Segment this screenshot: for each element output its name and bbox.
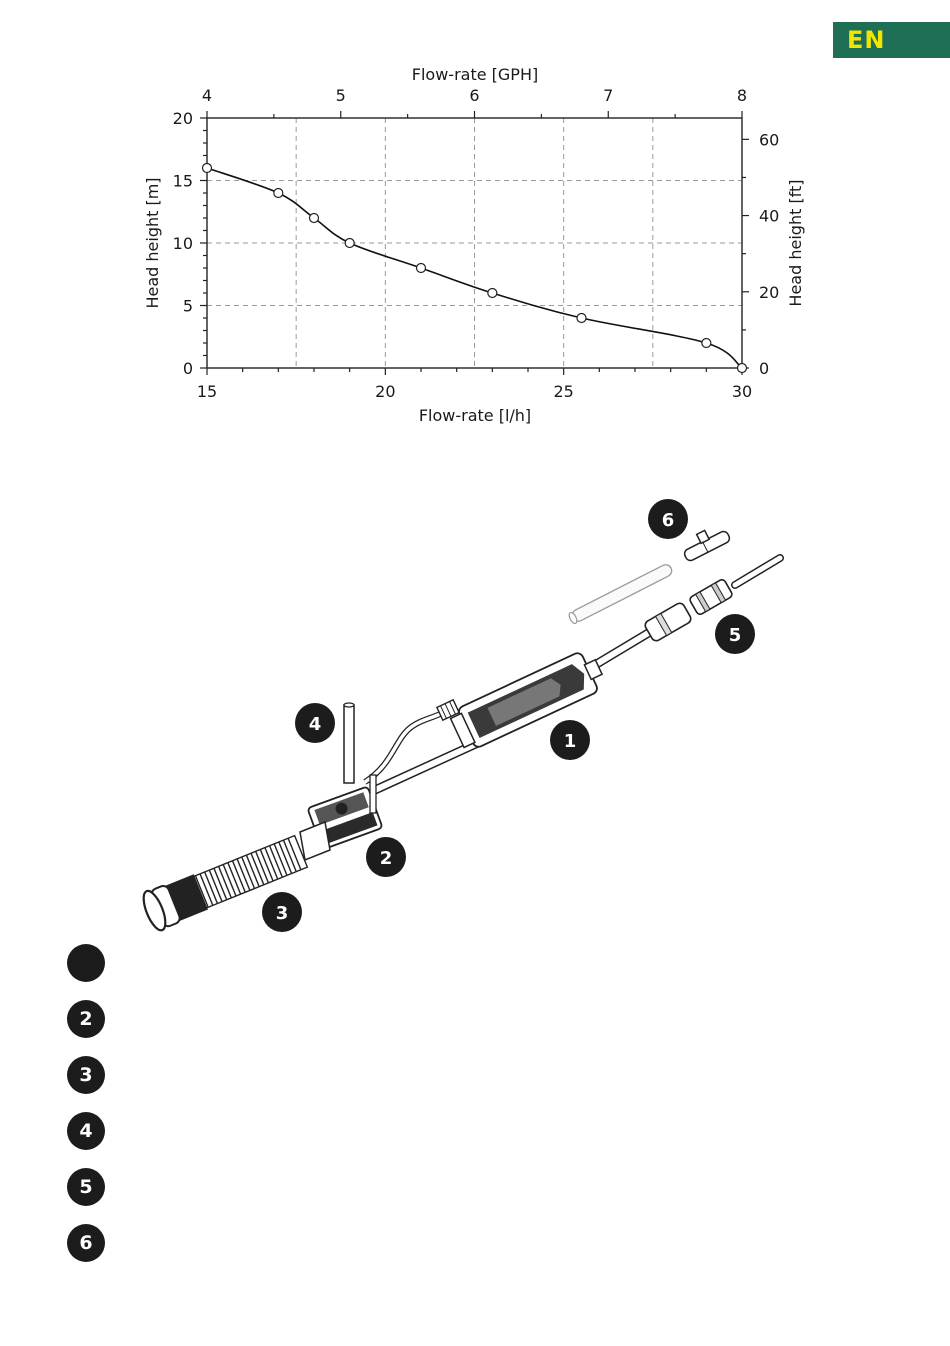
svg-text:3: 3 — [275, 903, 289, 924]
x-tick-label: 25 — [553, 382, 574, 401]
data-point — [274, 189, 283, 198]
y2-tick-label: 40 — [759, 206, 780, 226]
callout-1 — [550, 720, 590, 760]
y-tick-label: 5 — [182, 296, 193, 316]
legend-bullet-1 — [67, 944, 105, 982]
legend-bullet-4: 4 — [67, 1112, 105, 1150]
callout-5 — [715, 614, 755, 654]
y-tick-label: 10 — [172, 234, 193, 253]
callout-3 — [262, 892, 302, 932]
data-point — [310, 214, 319, 223]
legend-bullet-6: 6 — [67, 1224, 105, 1262]
y-tick-label: 15 — [172, 171, 193, 191]
legend-bullet-5: 5 — [67, 1168, 105, 1206]
x-tick-label: 15 — [196, 382, 218, 401]
product-diagram — [0, 480, 950, 940]
data-point — [702, 339, 711, 348]
svg-text:6: 6 — [661, 510, 675, 531]
callout-6 — [648, 499, 688, 539]
y-tick-label: 0 — [182, 359, 193, 378]
y2-tick-label: 20 — [759, 282, 780, 302]
top-axis-title: Flow-rate [GPH] — [411, 65, 539, 84]
probe-illustration — [344, 700, 459, 783]
y2-tick-label: 0 — [759, 359, 770, 378]
y2-tick-label: 60 — [759, 130, 780, 150]
x2-tick-label: 7 — [603, 86, 614, 105]
svg-text:1: 1 — [563, 731, 577, 752]
callout-2 — [366, 837, 406, 877]
data-point — [417, 264, 426, 273]
grid-lines — [207, 118, 742, 368]
data-point — [577, 314, 586, 323]
svg-text:2: 2 — [379, 848, 393, 869]
left-axis-title: Head height [m] — [143, 177, 162, 309]
callout-4 — [295, 703, 335, 743]
data-point — [203, 164, 212, 173]
x2-tick-label: 6 — [469, 86, 480, 105]
svg-text:5: 5 — [728, 625, 742, 646]
legend-bullet-2: 2 — [67, 1000, 105, 1038]
data-point — [488, 289, 497, 298]
legend-bullet-3: 3 — [67, 1056, 105, 1094]
x2-tick-label: 4 — [201, 86, 213, 105]
language-label: EN — [847, 26, 886, 54]
y-tick-label: 20 — [172, 109, 193, 128]
x2-tick-label: 8 — [736, 86, 748, 105]
flow-head-chart — [0, 0, 950, 440]
x2-tick-label: 5 — [335, 86, 346, 105]
data-point — [345, 239, 354, 248]
bottom-axis-title: Flow-rate [l/h] — [418, 406, 532, 425]
right-axis-title: Head height [ft] — [786, 179, 805, 307]
x-tick-label: 20 — [375, 382, 396, 401]
data-point — [738, 364, 747, 373]
x-tick-label: 30 — [731, 382, 753, 401]
svg-text:4: 4 — [308, 714, 322, 735]
